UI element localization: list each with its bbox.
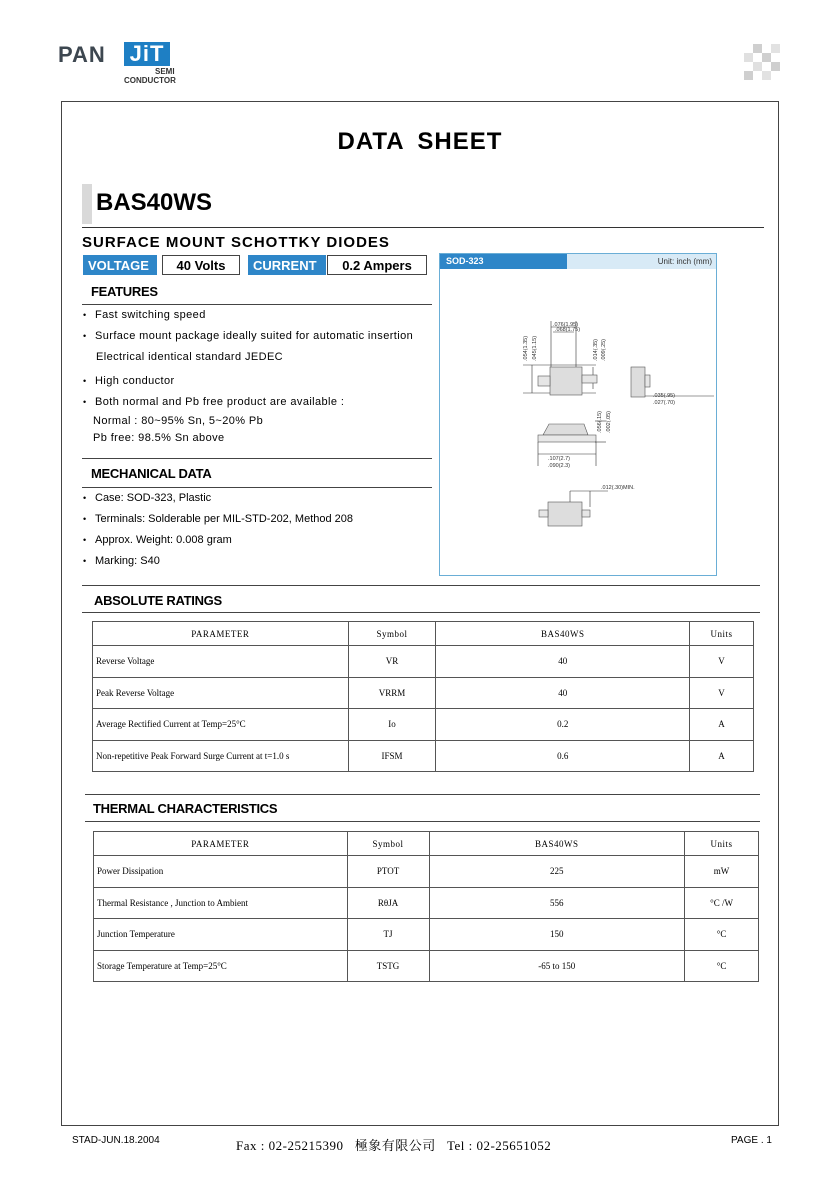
symbol-cell: VR [348,646,436,678]
value-cell: 225 [429,856,685,888]
document-code: STAD-JUN.18.2004 [72,1135,160,1146]
table-row [93,677,754,709]
column-header: PARAMETER [93,622,349,646]
feature-item: Electrical identical standard JEDEC [96,351,284,363]
dim-right-b: .009(.25) [601,338,607,361]
thermal-top-rule [85,794,760,795]
column-header: Units [690,622,754,646]
mechanical-heading: MECHANICAL DATA [91,466,212,481]
mechanical-item: • Approx. Weight: 0.008 gram [83,530,353,551]
document-title: DATA SHEET [337,128,503,155]
column-header: BAS40WS [429,832,685,856]
parameter-cell: Power Dissipation [94,856,348,888]
table-row [93,740,754,772]
logo-conductor-text: CONDUCTOR [124,76,176,85]
absolute-ratings-heading: ABSOLUTE RATINGS [94,593,222,608]
value-cell: 0.2 [436,709,690,741]
table-row [94,950,759,982]
value-cell: 40 [436,646,690,678]
part-number: BAS40WS [96,189,213,216]
column-header: Symbol [348,622,436,646]
dim-length-b: .090(2.3) [548,463,571,469]
symbol-cell: RθJA [347,887,429,919]
dim-left-b: .045(1.15) [532,335,538,361]
unit-cell: A [690,740,754,772]
column-header: Units [685,832,759,856]
voltage-value: 40 Volts [162,255,240,275]
current-label: CURRENT [248,255,326,275]
feature-item: Pb free: 98.5% Sn above [93,432,225,444]
current-value: 0.2 Ampers [327,255,427,275]
feature-item: • Both normal and Pb free product are available : [83,392,413,413]
logo-semi-text: SEMI [155,67,175,76]
dim-length-a: .107(2.7) [548,456,571,462]
dim-top-b: .068(1.75) [555,327,581,333]
table-header-row [93,622,754,646]
parameter-cell: Average Rectified Current at Temp=25°C [93,709,349,741]
package-outline-panel [439,253,717,576]
thermal-heading: THERMAL CHARACTERISTICS [93,801,278,816]
absolute-ratings-table [92,621,754,772]
unit-cell: A [690,709,754,741]
parameter-cell: Peak Reverse Voltage [93,677,349,709]
part-number-tab [82,184,92,224]
dim-left-a: .054(1.35) [523,335,529,361]
value-cell: 556 [429,887,685,919]
feature-item: • Surface mount package ideally suited for automatic insertion [83,326,413,347]
unit-cell: °C /W [685,887,759,919]
symbol-cell: Io [348,709,436,741]
mechanical-top-rule [82,458,432,459]
thermal-table [93,831,759,982]
table-row [93,646,754,678]
package-header-bar [440,254,716,269]
dim-front-a: .056(.15) [597,410,603,433]
contact-info: Fax : 02-25215390 極象有限公司 Tel : 02-25651052 [236,1138,552,1153]
feature-item: Normal : 80~95% Sn, 5~20% Pb [93,415,264,427]
mechanical-item: • Marking: S40 [83,551,353,572]
part-number-rule [82,227,764,228]
features-heading: FEATURES [91,284,158,299]
mechanical-list [83,488,353,572]
parameter-cell: Reverse Voltage [93,646,349,678]
symbol-cell: TSTG [347,950,429,982]
dim-right-a: .014(.35) [593,338,599,361]
dim-side-b: .027(.70) [653,400,676,406]
value-cell: -65 to 150 [429,950,685,982]
package-unit: Unit: inch (mm) [657,257,712,266]
unit-cell: V [690,646,754,678]
dim-top-a: .076(1.95) [553,322,579,328]
table-row [94,919,759,951]
logo-pan-text: PAN [58,42,106,67]
product-subtitle: SURFACE MOUNT SCHOTTKY DIODES [82,234,390,251]
absolute-ratings-rule [82,612,760,613]
table-row [94,856,759,888]
table-header-row [94,832,759,856]
column-header: Symbol [347,832,429,856]
table-row [93,709,754,741]
features-list [83,305,413,447]
checker-decoration-icon [744,44,780,80]
unit-cell: V [690,677,754,709]
package-drawing [440,269,716,575]
unit-cell: °C [685,919,759,951]
symbol-cell: PTOT [347,856,429,888]
package-name: SOD-323 [440,254,567,269]
table-row [94,887,759,919]
mechanical-item: • Terminals: Solderable per MIL-STD-202, Method 208 [83,509,353,530]
bottom-view [539,491,608,526]
symbol-cell: IFSM [348,740,436,772]
thermal-rule [85,821,760,822]
value-cell: 0.6 [436,740,690,772]
parameter-cell: Junction Temperature [94,919,348,951]
feature-item: • High conductor [83,371,413,392]
feature-item: • Fast switching speed [83,305,413,326]
dim-side-a: .035(.95) [653,393,676,399]
value-cell: 40 [436,677,690,709]
dim-front-b: .002(.05) [606,410,612,433]
logo-jit-text: JiT [124,42,170,66]
parameter-cell: Thermal Resistance , Junction to Ambient [94,887,348,919]
mechanical-item: • Case: SOD-323, Plastic [83,488,353,509]
parameter-cell: Storage Temperature at Temp=25°C [94,950,348,982]
value-cell: 150 [429,919,685,951]
section-divider [82,585,760,586]
symbol-cell: TJ [347,919,429,951]
parameter-cell: Non-repetitive Peak Forward Surge Current at t=1.0 s [93,740,349,772]
symbol-cell: VRRM [348,677,436,709]
column-header: BAS40WS [436,622,690,646]
voltage-label: VOLTAGE [83,255,157,275]
column-header: PARAMETER [94,832,348,856]
unit-cell: °C [685,950,759,982]
dim-lead: .012(.30)MIN. [601,485,635,491]
panjit-logo [58,42,188,88]
page-number: PAGE . 1 [731,1135,772,1146]
unit-cell: mW [685,856,759,888]
